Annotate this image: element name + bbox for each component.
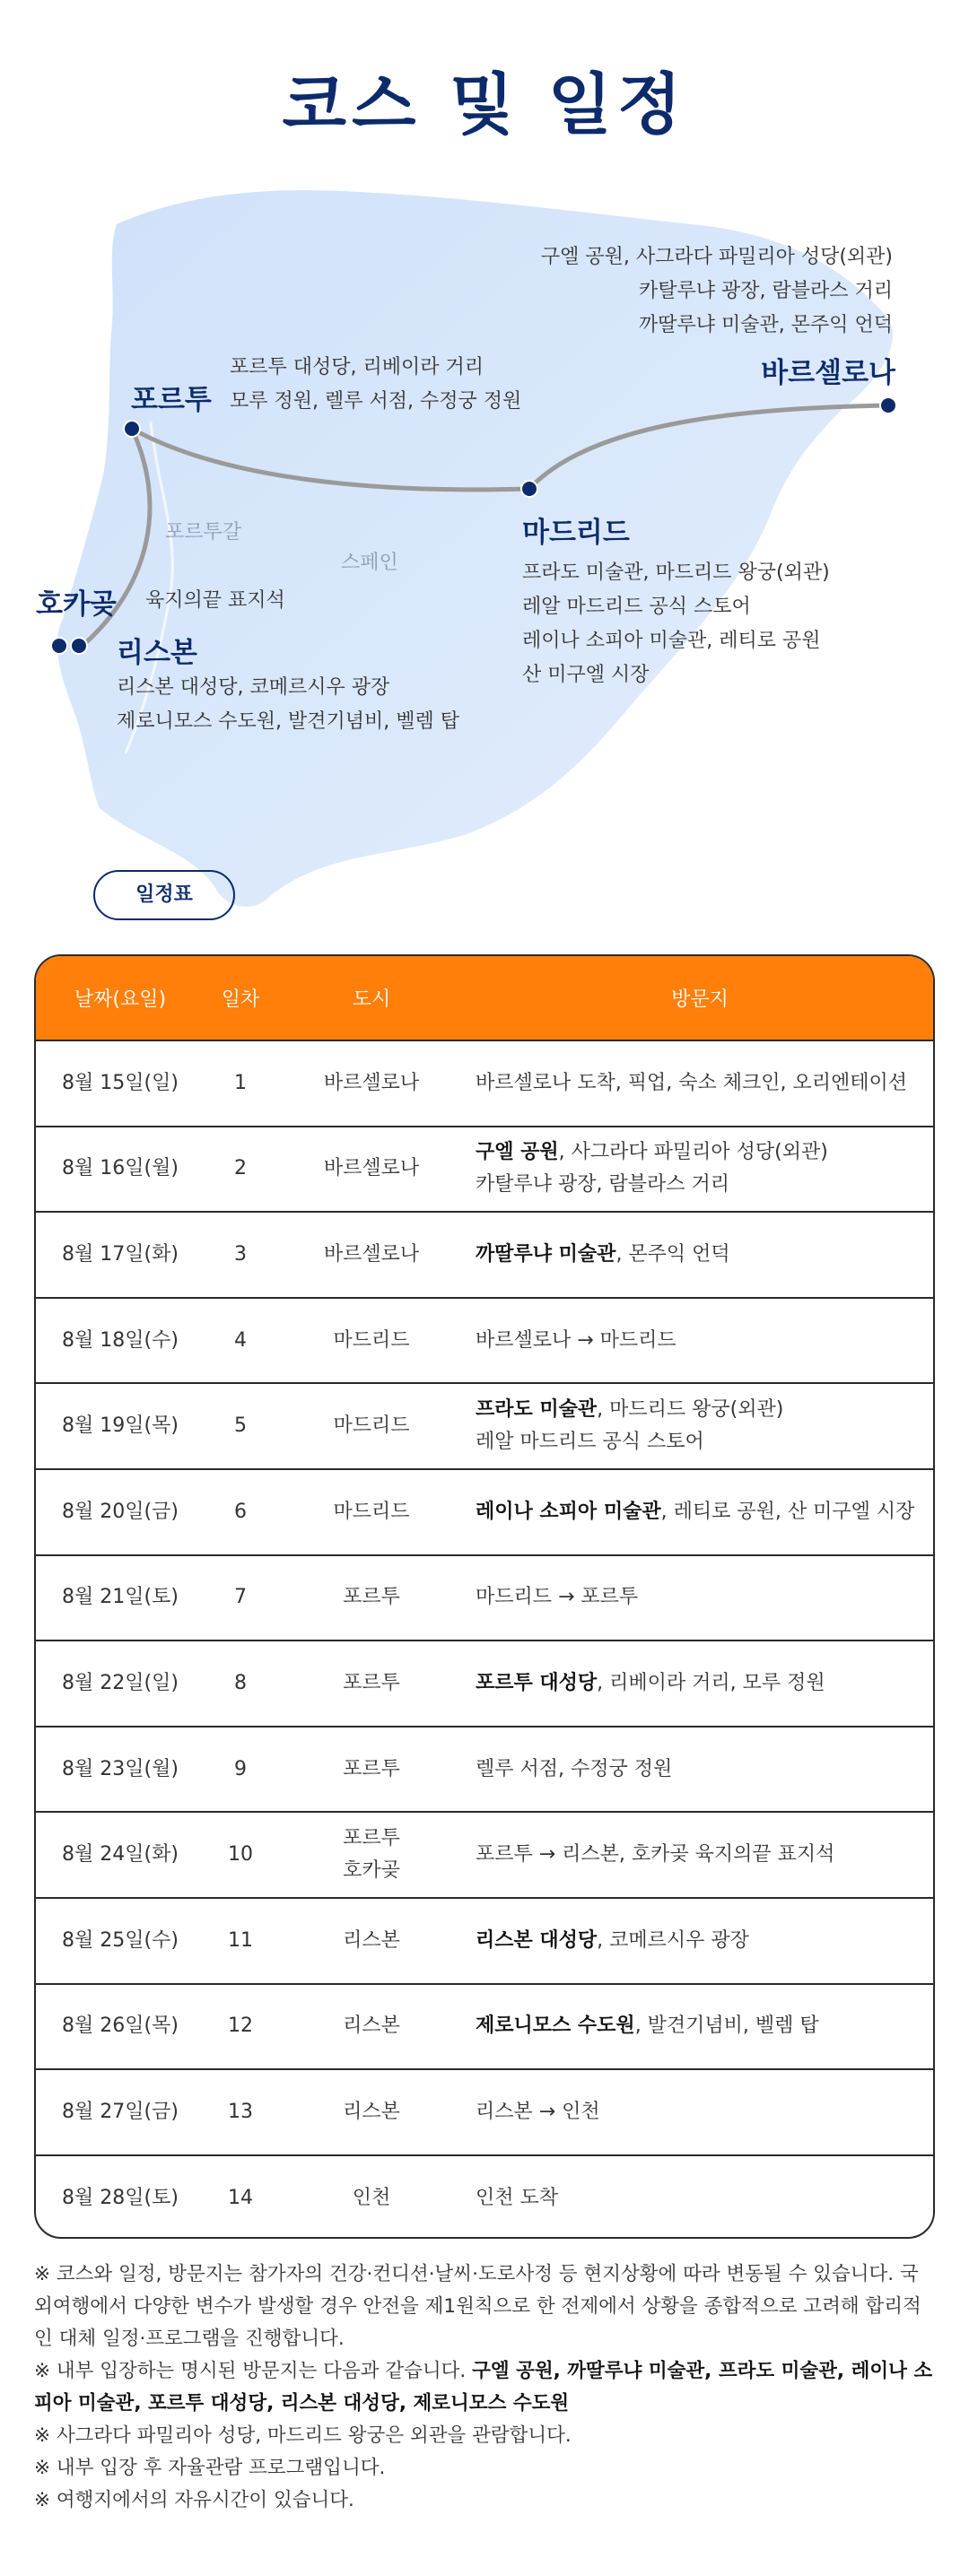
row-visit xyxy=(467,1898,933,1984)
row-date: 8월 28일(토) xyxy=(62,2187,179,2210)
row-date: 8월 26일(목) xyxy=(62,2015,179,2038)
row-visit-line xyxy=(476,1325,932,1357)
row-visit xyxy=(467,1812,933,1898)
porto-label: 포르투 xyxy=(131,384,212,416)
row-city xyxy=(276,1812,467,1898)
row-city xyxy=(276,1555,467,1641)
row-date: 8월 25일(수) xyxy=(62,1928,179,1952)
table-row xyxy=(36,1298,933,1384)
row-city-line: 포르투 xyxy=(343,1586,400,1609)
visit-highlight: 까딸루냐 미술관 xyxy=(476,1242,616,1266)
table-row xyxy=(36,1212,933,1298)
note-prefix: ※ 내부 입장하는 명시된 방문지는 다음과 같습니다. xyxy=(34,2360,473,2382)
lisbon-marker xyxy=(71,638,87,654)
row-city-line: 바르셀로나 xyxy=(323,1071,420,1094)
visit-text: , 몬주익 언덕 xyxy=(615,1242,730,1266)
table-header-row xyxy=(36,956,933,1040)
row-day: 2 xyxy=(234,1157,247,1180)
portugal-label: 포르투갈 xyxy=(165,521,242,544)
table-row xyxy=(36,1383,933,1469)
row-date: 8월 23일(월) xyxy=(62,1757,179,1780)
cabo-place-line: 육지의끝 표지석 xyxy=(145,589,285,612)
cabo-marker xyxy=(51,638,67,654)
visit-text: , 리베이라 거리, 모루 정원 xyxy=(597,1671,825,1694)
lisbon-place-line: 리스본 대성당, 코메르시우 광장 xyxy=(117,676,390,699)
schedule-table xyxy=(34,954,935,2239)
row-visit-line xyxy=(476,2096,932,2128)
row-day: 7 xyxy=(234,1586,247,1609)
barcelona-label: 바르셀로나 xyxy=(761,357,895,389)
table-body xyxy=(36,1040,933,2239)
porto-places xyxy=(230,351,521,419)
row-day: 4 xyxy=(234,1328,247,1352)
row-date: 8월 24일(화) xyxy=(62,1843,179,1867)
madrid-place-line: 레알 마드리드 공식 스토어 xyxy=(522,596,751,618)
row-city-line: 마드리드 xyxy=(333,1328,410,1352)
row-city xyxy=(276,1298,467,1384)
note-text: ※ 코스와 일정, 방문지는 참가자의 건강·컨디션·날씨·도로사정 등 현지상황에 따라 변동될 수 있습니다. 국외여행에서 다양한 변수가 발생할 경우 안전을 제1원칙으로 한 전제에서 상황을 종합적으로 고려해 합리적인 대체 일정·프로그램을 진행합니다. xyxy=(34,2263,921,2350)
row-visit xyxy=(467,1212,933,1298)
schedule-button[interactable]: 일정표 xyxy=(93,870,235,920)
table-row xyxy=(36,1727,933,1813)
row-date: 8월 18일(수) xyxy=(62,1328,179,1352)
note-bold-list: 구엘 공원, 까딸루냐 미술관, 프라도 미술관, 레이나 소피아 미술관, 포르투 대성당, 리스본 대성당, 제로니모스 수도원 xyxy=(34,2360,933,2415)
row-city xyxy=(276,1640,467,1727)
row-visit xyxy=(467,1127,933,1213)
barcelona-marker xyxy=(880,397,896,413)
madrid-label: 마드리드 xyxy=(522,517,630,549)
row-city-line: 포르투 xyxy=(343,1827,400,1850)
row-visit-line xyxy=(476,1169,932,1201)
row-visit-line xyxy=(476,1925,932,1957)
header-day: 일차 xyxy=(221,988,260,1011)
lisbon-label: 리스본 xyxy=(117,637,197,669)
row-day: 14 xyxy=(228,2187,253,2210)
note-text xyxy=(34,2355,935,2420)
table-row xyxy=(36,1469,933,1555)
row-visit xyxy=(467,1298,933,1384)
visit-text: 바르셀로나 도착, 픽업, 숙소 체크인, 오리엔테이션 xyxy=(476,1071,907,1094)
visit-highlight: 제로니모스 수도원 xyxy=(476,2015,635,2038)
table-row xyxy=(36,1984,933,2070)
row-visit-line xyxy=(476,1394,932,1426)
visit-text: 리스본 → 인천 xyxy=(476,2100,600,2123)
madrid-place-line: 프라도 미술관, 마드리드 왕궁(외관) xyxy=(522,561,830,584)
visit-text: 바르셀로나 → 마드리드 xyxy=(476,1328,677,1352)
row-visit xyxy=(467,1555,933,1641)
row-visit xyxy=(467,2069,933,2155)
visit-highlight: 프라도 미술관 xyxy=(476,1398,598,1422)
row-date: 8월 16일(월) xyxy=(62,1157,179,1180)
row-visit xyxy=(467,1640,933,1727)
visit-text: , 발견기념비, 벨렘 탑 xyxy=(634,2015,819,2038)
note-text: ※ 여행지에서의 자유시간이 있습니다. xyxy=(34,2489,354,2511)
table-row xyxy=(36,1127,933,1213)
table-row xyxy=(36,1812,933,1898)
visit-text: 인천 도착 xyxy=(476,2187,559,2210)
cabo-label: 호카곶 xyxy=(36,588,117,621)
row-city-line: 바르셀로나 xyxy=(323,1157,420,1180)
visit-text: , 코메르시우 광장 xyxy=(597,1928,749,1952)
madrid-place-line: 레이나 소피아 미술관, 레티로 공원 xyxy=(522,630,821,652)
porto-place-line: 모루 정원, 렐루 서점, 수정궁 정원 xyxy=(230,390,522,413)
visit-text: 카탈루냐 광장, 람블라스 거리 xyxy=(476,1173,729,1197)
row-day: 12 xyxy=(228,2015,253,2038)
row-city xyxy=(276,1898,467,1984)
row-city-line: 마드리드 xyxy=(333,1500,410,1523)
cabo-places xyxy=(145,584,285,618)
visit-highlight: 구엘 공원 xyxy=(476,1141,559,1164)
row-city xyxy=(276,1040,467,1127)
row-visit xyxy=(467,1383,933,1469)
row-city xyxy=(276,1984,467,2070)
row-date: 8월 15일(일) xyxy=(62,1071,179,1094)
visit-text: , 레티로 공원, 산 미구엘 시장 xyxy=(660,1500,915,1523)
row-day: 11 xyxy=(228,1928,253,1952)
route-map xyxy=(0,0,969,933)
porto-place-line: 포르투 대성당, 리베이라 거리 xyxy=(230,356,484,379)
header-date: 날짜(요일) xyxy=(74,988,167,1011)
row-visit-line xyxy=(476,2010,932,2042)
madrid-place-line: 산 미구엘 시장 xyxy=(522,664,650,686)
table-row xyxy=(36,1555,933,1641)
row-visit-line xyxy=(476,2182,932,2215)
row-city xyxy=(276,1727,467,1813)
row-city-line: 호카곶 xyxy=(343,1859,400,1883)
visit-highlight: 레이나 소피아 미술관 xyxy=(476,1500,661,1523)
row-visit-line xyxy=(476,1136,932,1169)
row-visit xyxy=(467,1984,933,2070)
row-visit xyxy=(467,1040,933,1127)
notes xyxy=(34,2258,935,2517)
barcelona-places xyxy=(541,240,893,343)
row-date: 8월 17일(화) xyxy=(62,1242,179,1266)
row-date: 8월 20일(금) xyxy=(62,1500,179,1523)
lisbon-place-line: 제로니모스 수도원, 발견기념비, 벨렘 탑 xyxy=(117,710,459,733)
row-day: 1 xyxy=(234,1071,247,1094)
row-day: 8 xyxy=(234,1671,247,1694)
row-city xyxy=(276,1127,467,1213)
page-title: 코스 및 일정 xyxy=(282,66,687,144)
note-text: ※ 내부 입장 후 자율관람 프로그램입니다. xyxy=(34,2457,386,2479)
table-row xyxy=(36,1898,933,1984)
row-day: 5 xyxy=(234,1414,247,1438)
lisbon-places xyxy=(117,671,459,739)
row-visit-line xyxy=(476,1581,932,1614)
row-day: 3 xyxy=(234,1242,247,1266)
madrid-marker xyxy=(521,481,537,497)
row-city-line: 리스본 xyxy=(343,2100,400,2123)
visit-text: 마드리드 → 포르투 xyxy=(476,1586,639,1609)
row-visit xyxy=(467,1469,933,1555)
row-visit-line xyxy=(476,1754,932,1786)
row-city-line: 포르투 xyxy=(343,1757,400,1780)
iberia-map-graphic xyxy=(0,0,969,933)
visit-text: , 사그라다 파밀리아 성당(외관) xyxy=(558,1141,828,1164)
row-visit-line xyxy=(476,1067,932,1100)
row-city-line: 인천 xyxy=(352,2187,391,2210)
row-day: 6 xyxy=(234,1500,247,1523)
table-row xyxy=(36,1640,933,1727)
barcelona-place-line: 카탈루냐 광장, 람블라스 거리 xyxy=(639,280,893,302)
row-city-line: 리스본 xyxy=(343,2015,400,2038)
row-city-line: 리스본 xyxy=(343,1928,400,1952)
barcelona-place-line: 구엘 공원, 사그라다 파밀리아 성당(외관) xyxy=(540,246,893,268)
row-date: 8월 21일(토) xyxy=(62,1586,179,1609)
row-visit-line xyxy=(476,1239,932,1271)
table-row xyxy=(36,2155,933,2239)
visit-text: 포르투 → 리스본, 호카곶 육지의끝 표지석 xyxy=(476,1843,835,1867)
row-day: 13 xyxy=(228,2100,253,2123)
row-visit xyxy=(467,2155,933,2239)
madrid-places xyxy=(522,556,830,692)
row-date: 8월 22일(일) xyxy=(62,1671,179,1694)
visit-text: , 마드리드 왕궁(외관) xyxy=(597,1398,784,1422)
row-visit-line xyxy=(476,1426,932,1458)
row-city-line: 포르투 xyxy=(343,1671,400,1694)
row-city-line: 바르셀로나 xyxy=(323,1242,420,1266)
header-visit: 방문지 xyxy=(671,988,729,1011)
porto-marker xyxy=(124,421,140,437)
table-row xyxy=(36,2069,933,2155)
row-city xyxy=(276,1212,467,1298)
row-visit xyxy=(467,1727,933,1813)
row-city-line: 마드리드 xyxy=(333,1414,410,1438)
visit-highlight: 포르투 대성당 xyxy=(476,1671,598,1694)
row-visit-line xyxy=(476,1839,932,1871)
row-visit-line xyxy=(476,1667,932,1700)
visit-highlight: 리스본 대성당 xyxy=(476,1928,598,1952)
row-day: 10 xyxy=(228,1843,253,1867)
row-day: 9 xyxy=(234,1757,247,1780)
note-text: ※ 사그라다 파밀리아 성당, 마드리드 왕궁은 외관을 관람합니다. xyxy=(34,2424,572,2447)
header-city: 도시 xyxy=(352,988,391,1011)
row-date: 8월 19일(목) xyxy=(62,1414,179,1438)
visit-text: 레알 마드리드 공식 스토어 xyxy=(476,1431,704,1454)
row-date: 8월 27일(금) xyxy=(62,2100,179,2123)
row-visit-line xyxy=(476,1496,932,1528)
visit-text: 렐루 서점, 수정궁 정원 xyxy=(476,1757,673,1780)
row-city xyxy=(276,1469,467,1555)
row-city xyxy=(276,2155,467,2239)
row-city xyxy=(276,2069,467,2155)
spain-label: 스페인 xyxy=(341,552,398,574)
table-row xyxy=(36,1040,933,1127)
row-city xyxy=(276,1383,467,1469)
barcelona-place-line: 까딸루냐 미술관, 몬주익 언덕 xyxy=(639,314,893,336)
